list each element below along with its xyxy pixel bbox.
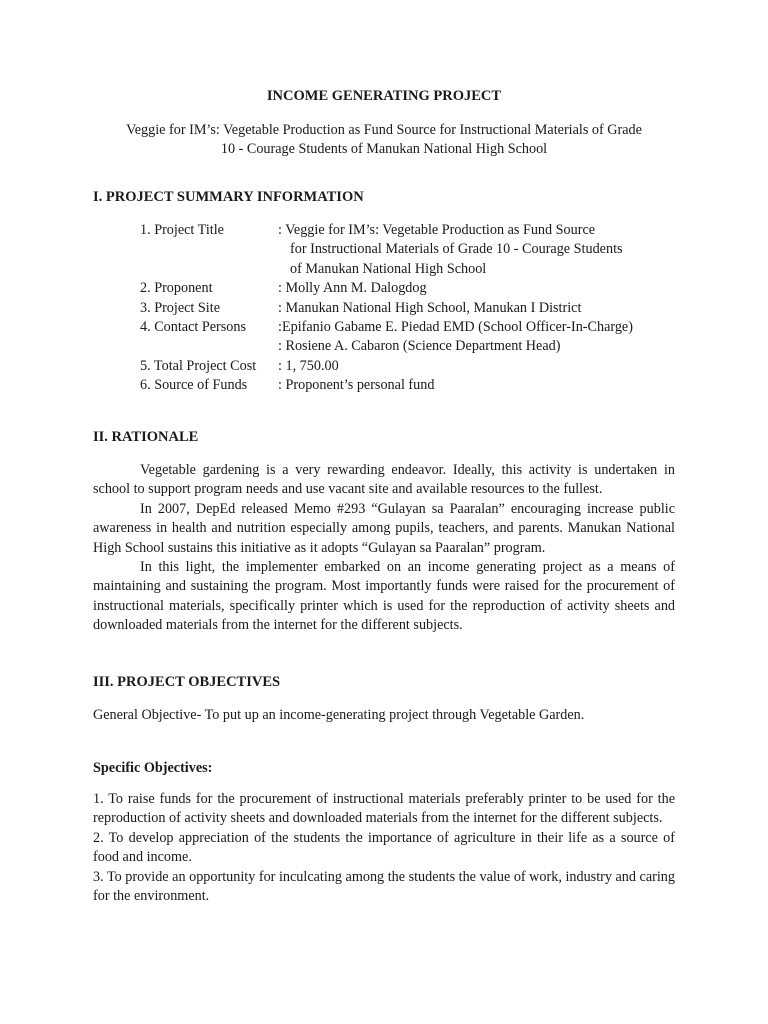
summary-row: [140, 240, 700, 259]
summary-row: [140, 260, 700, 279]
summary-value: : Manukan National High School, Manukan I District: [278, 299, 582, 316]
summary-value: of Manukan National High School: [290, 260, 487, 277]
specific-objectives-heading: Specific Objectives:: [93, 760, 213, 776]
specific-objectives-list: [93, 790, 675, 906]
summary-row: [140, 318, 700, 337]
summary-label: 5. Total Project Cost: [140, 357, 257, 374]
summary-value: : Molly Ann M. Dalogdog: [278, 280, 427, 297]
summary-label: 4. Contact Persons: [140, 318, 247, 335]
summary-row: [140, 357, 700, 376]
summary-value: : Veggie for IM’s: Vegetable Production as Fund Source: [278, 222, 596, 238]
summary-row: [140, 376, 700, 395]
general-objective: General Objective- To put up an income-generating project through Vegetable Garden.: [93, 707, 585, 723]
summary-row: [140, 221, 700, 240]
summary-label: 1. Project Title: [140, 222, 224, 238]
summary-value: : Rosiene A. Cabaron (Science Department Head): [278, 338, 561, 355]
rationale-paragraph: Vegetable gardening is a very rewarding endeavor. Ideally, this activity is undertaken in school to support program needs and use vacant site and available resources to the fullest.: [93, 462, 675, 498]
summary-value: : Proponent’s personal fund: [278, 377, 435, 394]
summary-row: [140, 279, 700, 298]
document-subtitle: [0, 121, 768, 159]
specific-objective-item: 3. To provide an opportunity for inculcating among the students the value of work, industry and caring for the environment.: [93, 868, 675, 905]
summary-label: 2. Proponent: [140, 280, 213, 297]
summary-value: for Instructional Materials of Grade 10 - Courage Students: [290, 241, 623, 258]
subtitle-line: Veggie for IM’s: Vegetable Production as Fund Source for Instructional Materials of Grade: [126, 122, 642, 138]
summary-label: 3. Project Site: [140, 299, 220, 316]
specific-objective-item: 2. To develop appreciation of the students the importance of agriculture in their life as a source of food and income.: [93, 829, 675, 866]
document-title: INCOME GENERATING PROJECT: [266, 88, 502, 104]
specific-objective-item: 1. To raise funds for the procurement of instructional materials preferably printer to be used for the reproduction of activity sheets and downloaded materials from the internet for the different subjects.: [93, 791, 675, 827]
summary-row: [140, 337, 700, 356]
summary-label: 6. Source of Funds: [140, 377, 248, 394]
rationale-paragraph: In 2007, DepEd released Memo #293 “Gulayan sa Paaralan” encouraging increase public awareness in health and nutrition especially among pupils, teachers, and parents. Manukan National High School sustains this initiative as it adopts “Gulayan sa Paaralan” program.: [93, 500, 675, 556]
rationale-body: [93, 461, 675, 636]
summary-table: [140, 221, 700, 396]
section-heading-rationale: II. RATIONALE: [93, 429, 199, 445]
summary-row: [140, 299, 700, 318]
summary-value: : 1, 750.00: [278, 357, 339, 374]
rationale-paragraph: In this light, the implementer embarked on an income generating project as a means of maintaining and sustaining the program. Most importantly funds were raised for the procurement of instructional materials, specifically printer which is used for the reproduction of activity sheets and downloaded materials from the internet for the different subjects.: [93, 559, 675, 634]
summary-value: :Epifanio Gabame E. Piedad EMD (School Officer-In-Charge): [278, 318, 633, 335]
section-heading-summary: I. PROJECT SUMMARY INFORMATION: [93, 189, 364, 205]
subtitle-line: 10 - Courage Students of Manukan National High School: [220, 141, 548, 157]
section-heading-objectives: III. PROJECT OBJECTIVES: [93, 674, 281, 690]
